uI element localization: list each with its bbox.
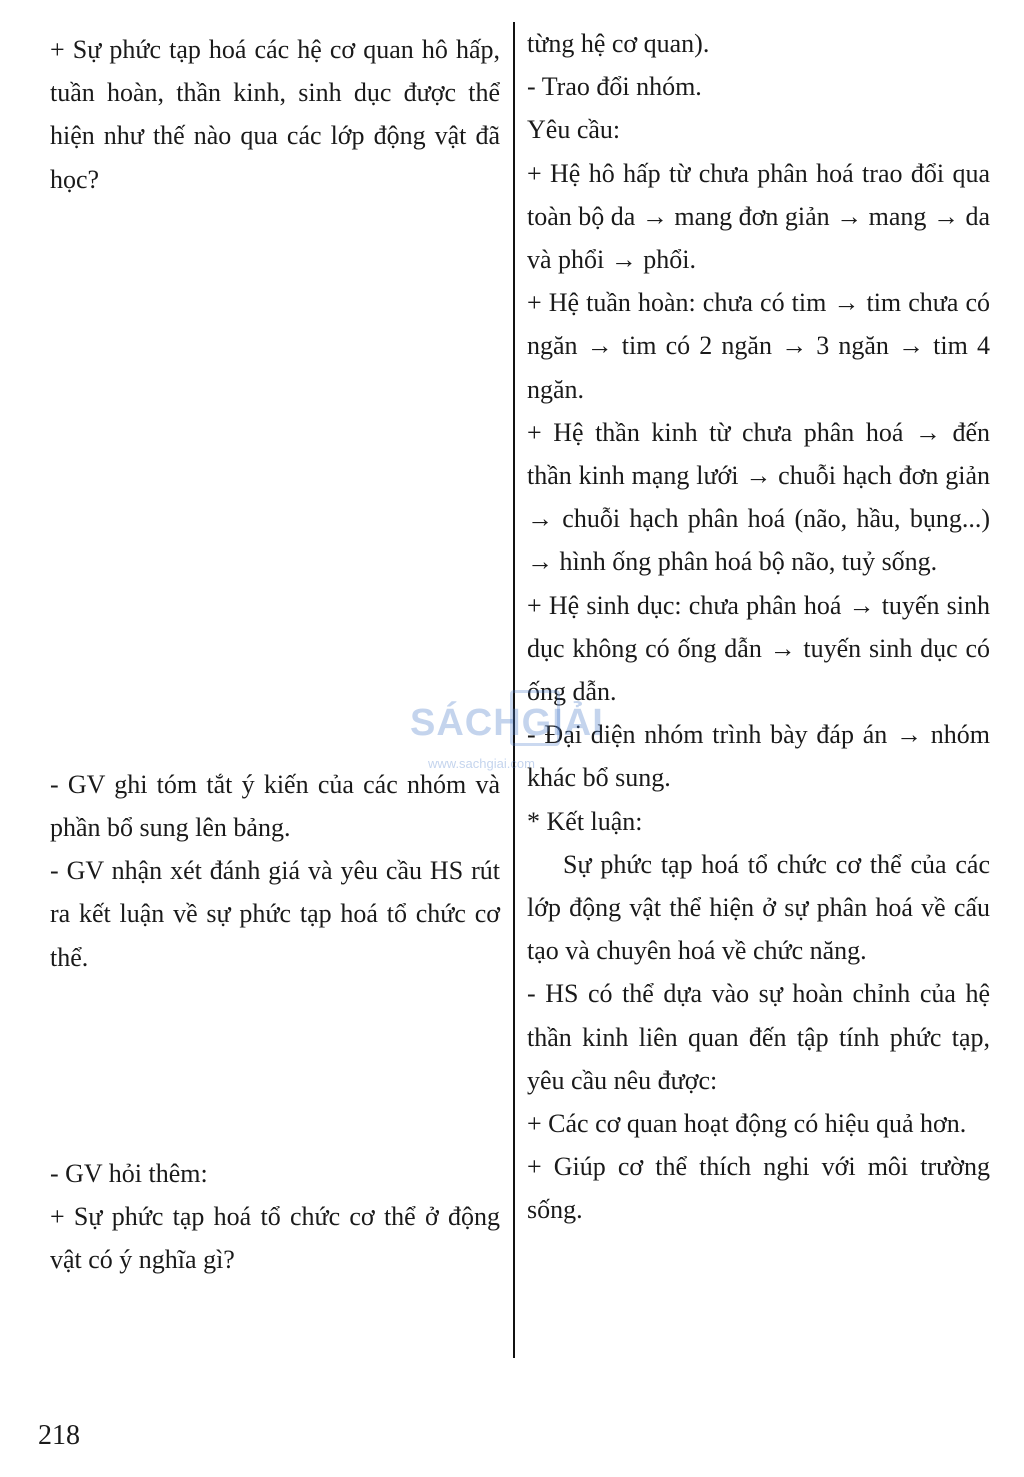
column-divider [513,22,515,1358]
question-organ-systems: + Sự phức tạp hoá các hệ cơ quan hô hấp, tuần hoàn, thần kinh, sinh dục được thể hiện như thế nào qua các lớp động vật đã học? [50,35,500,194]
watermark-brand: SÁCHGIẢI [410,702,604,744]
conclusion-label: * Kết luận: [527,806,643,836]
left-column [50,28,500,1281]
watermark-url: www.sachgiai.com [428,756,535,771]
conclusion-text: Sự phức tạp hoá tổ chức cơ thể của các lớp động vật thể hiện ở sự phân hoá về cấu tạo và chuyên hoá về chức năng. [527,849,990,966]
page-number: 218 [38,1420,80,1451]
left-blank-space-2 [50,979,500,1152]
question-significance: + Sự phức tạp hoá tổ chức cơ thể ở động vật có ý nghĩa gì? [50,1202,500,1275]
hs-answer: - HS có thể dựa vào sự hoàn chỉnh của hệ thần kinh liên quan đến tập tính phức tạp, yêu cầu nêu được: [527,979,990,1095]
requirement-label: Yêu cầu: [527,115,621,145]
reproductive-system: + Hệ sinh dục: chưa phân hoá → tuyến sinh dục không có ống dẫn → tuyến sinh dục có ống dẫn. [527,590,990,707]
respiratory-system: + Hệ hô hấp từ chưa phân hoá trao đổi qua toàn bộ da → mang đơn giản → mang → da và phổi → phổi. [527,158,990,275]
group-discussion: - Trao đổi nhóm. [527,72,702,102]
nervous-system: + Hệ thần kinh từ chưa phân hoá → đến thần kinh mạng lưới → chuỗi hạch đơn giản → chuỗi hạch phân hoá (não, hầu, bụng...) → hình ống phân hoá bộ não, tuỷ sống. [527,417,990,577]
gv-assess: - GV nhận xét đánh giá và yêu cầu HS rút ra kết luận về sự phức tạp hoá tổ chức cơ thể. [50,856,500,972]
continuation-text: từng hệ cơ quan). [527,29,710,58]
answer-point-1: + Các cơ quan hoạt động có hiệu quả hơn. [527,1109,967,1139]
circulatory-system: + Hệ tuần hoàn: chưa có tim → tim chưa có ngăn → tim có 2 ngăn → 3 ngăn → tim 4 ngăn. [527,288,990,404]
gv-summary: - GV ghi tóm tắt ý kiến của các nhóm và phần bổ sung lên bảng. [50,769,500,843]
right-column [527,22,990,1232]
left-blank-space [50,201,500,763]
gv-ask: - GV hỏi thêm: [50,1158,208,1188]
answer-point-2: + Giúp cơ thể thích nghi với môi trường sống. [527,1152,990,1225]
group-representative: - Đại diện nhóm trình bày đáp án → nhóm khác bổ sung. [527,720,990,793]
